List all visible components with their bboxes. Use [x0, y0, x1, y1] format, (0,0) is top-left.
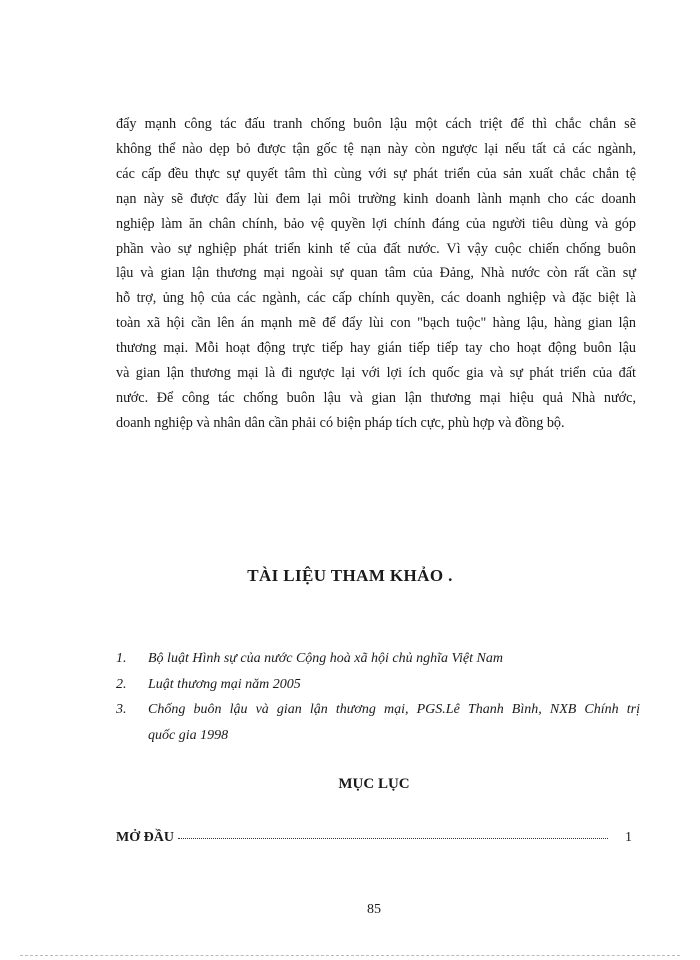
reference-text: Bộ luật Hình sự của nước Cộng hoà xã hội chủ nghĩa Việt Nam: [148, 651, 503, 666]
body-line: doanh nghiệp và nhân dân cần phải có biện pháp tích cực, phù hợp và đồng bộ.: [116, 414, 565, 431]
page-number: 85: [367, 902, 381, 917]
reference-text-block: [148, 697, 640, 748]
body-line: nghiệp làm ăn chân chính, bảo vệ quyền lợi chính đáng của người tiêu dùng và góp: [116, 215, 636, 232]
body-line: các cấp đều thực sự quyết tâm thì cùng với sự phát triển của sản xuất chắc chắn tệ: [116, 165, 636, 182]
body-line: phần vào sự nghiệp phát triển kinh tế của đất nước. Vì vậy cuộc chiến chống buôn: [116, 240, 636, 257]
body-line: lậu và gian lận thương mại ngoài sự quan tâm của Đảng, Nhà nước còn rất cần sự: [116, 265, 636, 282]
body-paragraph: [116, 112, 636, 436]
body-line: và gian lận thương mại là đi ngược lại với lợi ích quốc gia và sự phát triển của đất: [116, 365, 636, 382]
reference-number: 2.: [116, 676, 127, 692]
page-bottom-divider: [20, 955, 680, 956]
body-line: không thể nào dẹp bỏ được tận gốc tệ nạn này còn ngược lại nếu tất cả các ngành,: [116, 140, 636, 157]
reference-text: Chống buôn lậu và gian lận thương mại, PGS.Lê Thanh Bình, NXB Chính trị: [148, 702, 640, 717]
toc-entry[interactable]: [116, 830, 632, 846]
body-line: nước. Để công tác chống buôn lậu và gian lận thương mại hiệu quả Nhà nước,: [116, 389, 636, 406]
reference-text-continued: quốc gia 1998: [148, 727, 229, 743]
reference-item: [116, 697, 640, 748]
reference-text: Luật thương mại năm 2005: [148, 676, 301, 692]
references-list: [116, 646, 640, 748]
toc-title: MỤC LỤC: [338, 776, 410, 792]
reference-number: 1.: [116, 651, 127, 666]
reference-item: [116, 646, 640, 672]
references-title: TÀI LIỆU THAM KHẢO .: [247, 566, 453, 585]
toc-leader-dots: [178, 835, 608, 839]
toc-entry-label: MỞ ĐẦU: [116, 830, 174, 845]
body-line: nạn này sẽ được đẩy lùi đem lại môi trường kinh doanh lành mạnh cho các doanh: [116, 190, 636, 207]
body-line: đẩy mạnh công tác đấu tranh chống buôn lậu một cách triệt để thì chắc chắn sẽ: [116, 116, 636, 132]
reference-item: [116, 672, 640, 698]
body-line: thương mại. Mỗi hoạt động trực tiếp hay gián tiếp tiếp tay cho hoạt động buôn lậu: [116, 340, 636, 357]
toc-entry-page: 1: [625, 830, 632, 845]
body-line: hỗ trợ, ủng hộ của các ngành, các cấp chính quyền, các doanh nghiệp và đặc biệt là: [116, 290, 636, 307]
body-line: toàn xã hội cần lên án mạnh mẽ để đẩy lùi con "bạch tuộc" hàng lậu, hàng gian lận: [116, 315, 636, 332]
reference-number: 3.: [116, 702, 127, 717]
